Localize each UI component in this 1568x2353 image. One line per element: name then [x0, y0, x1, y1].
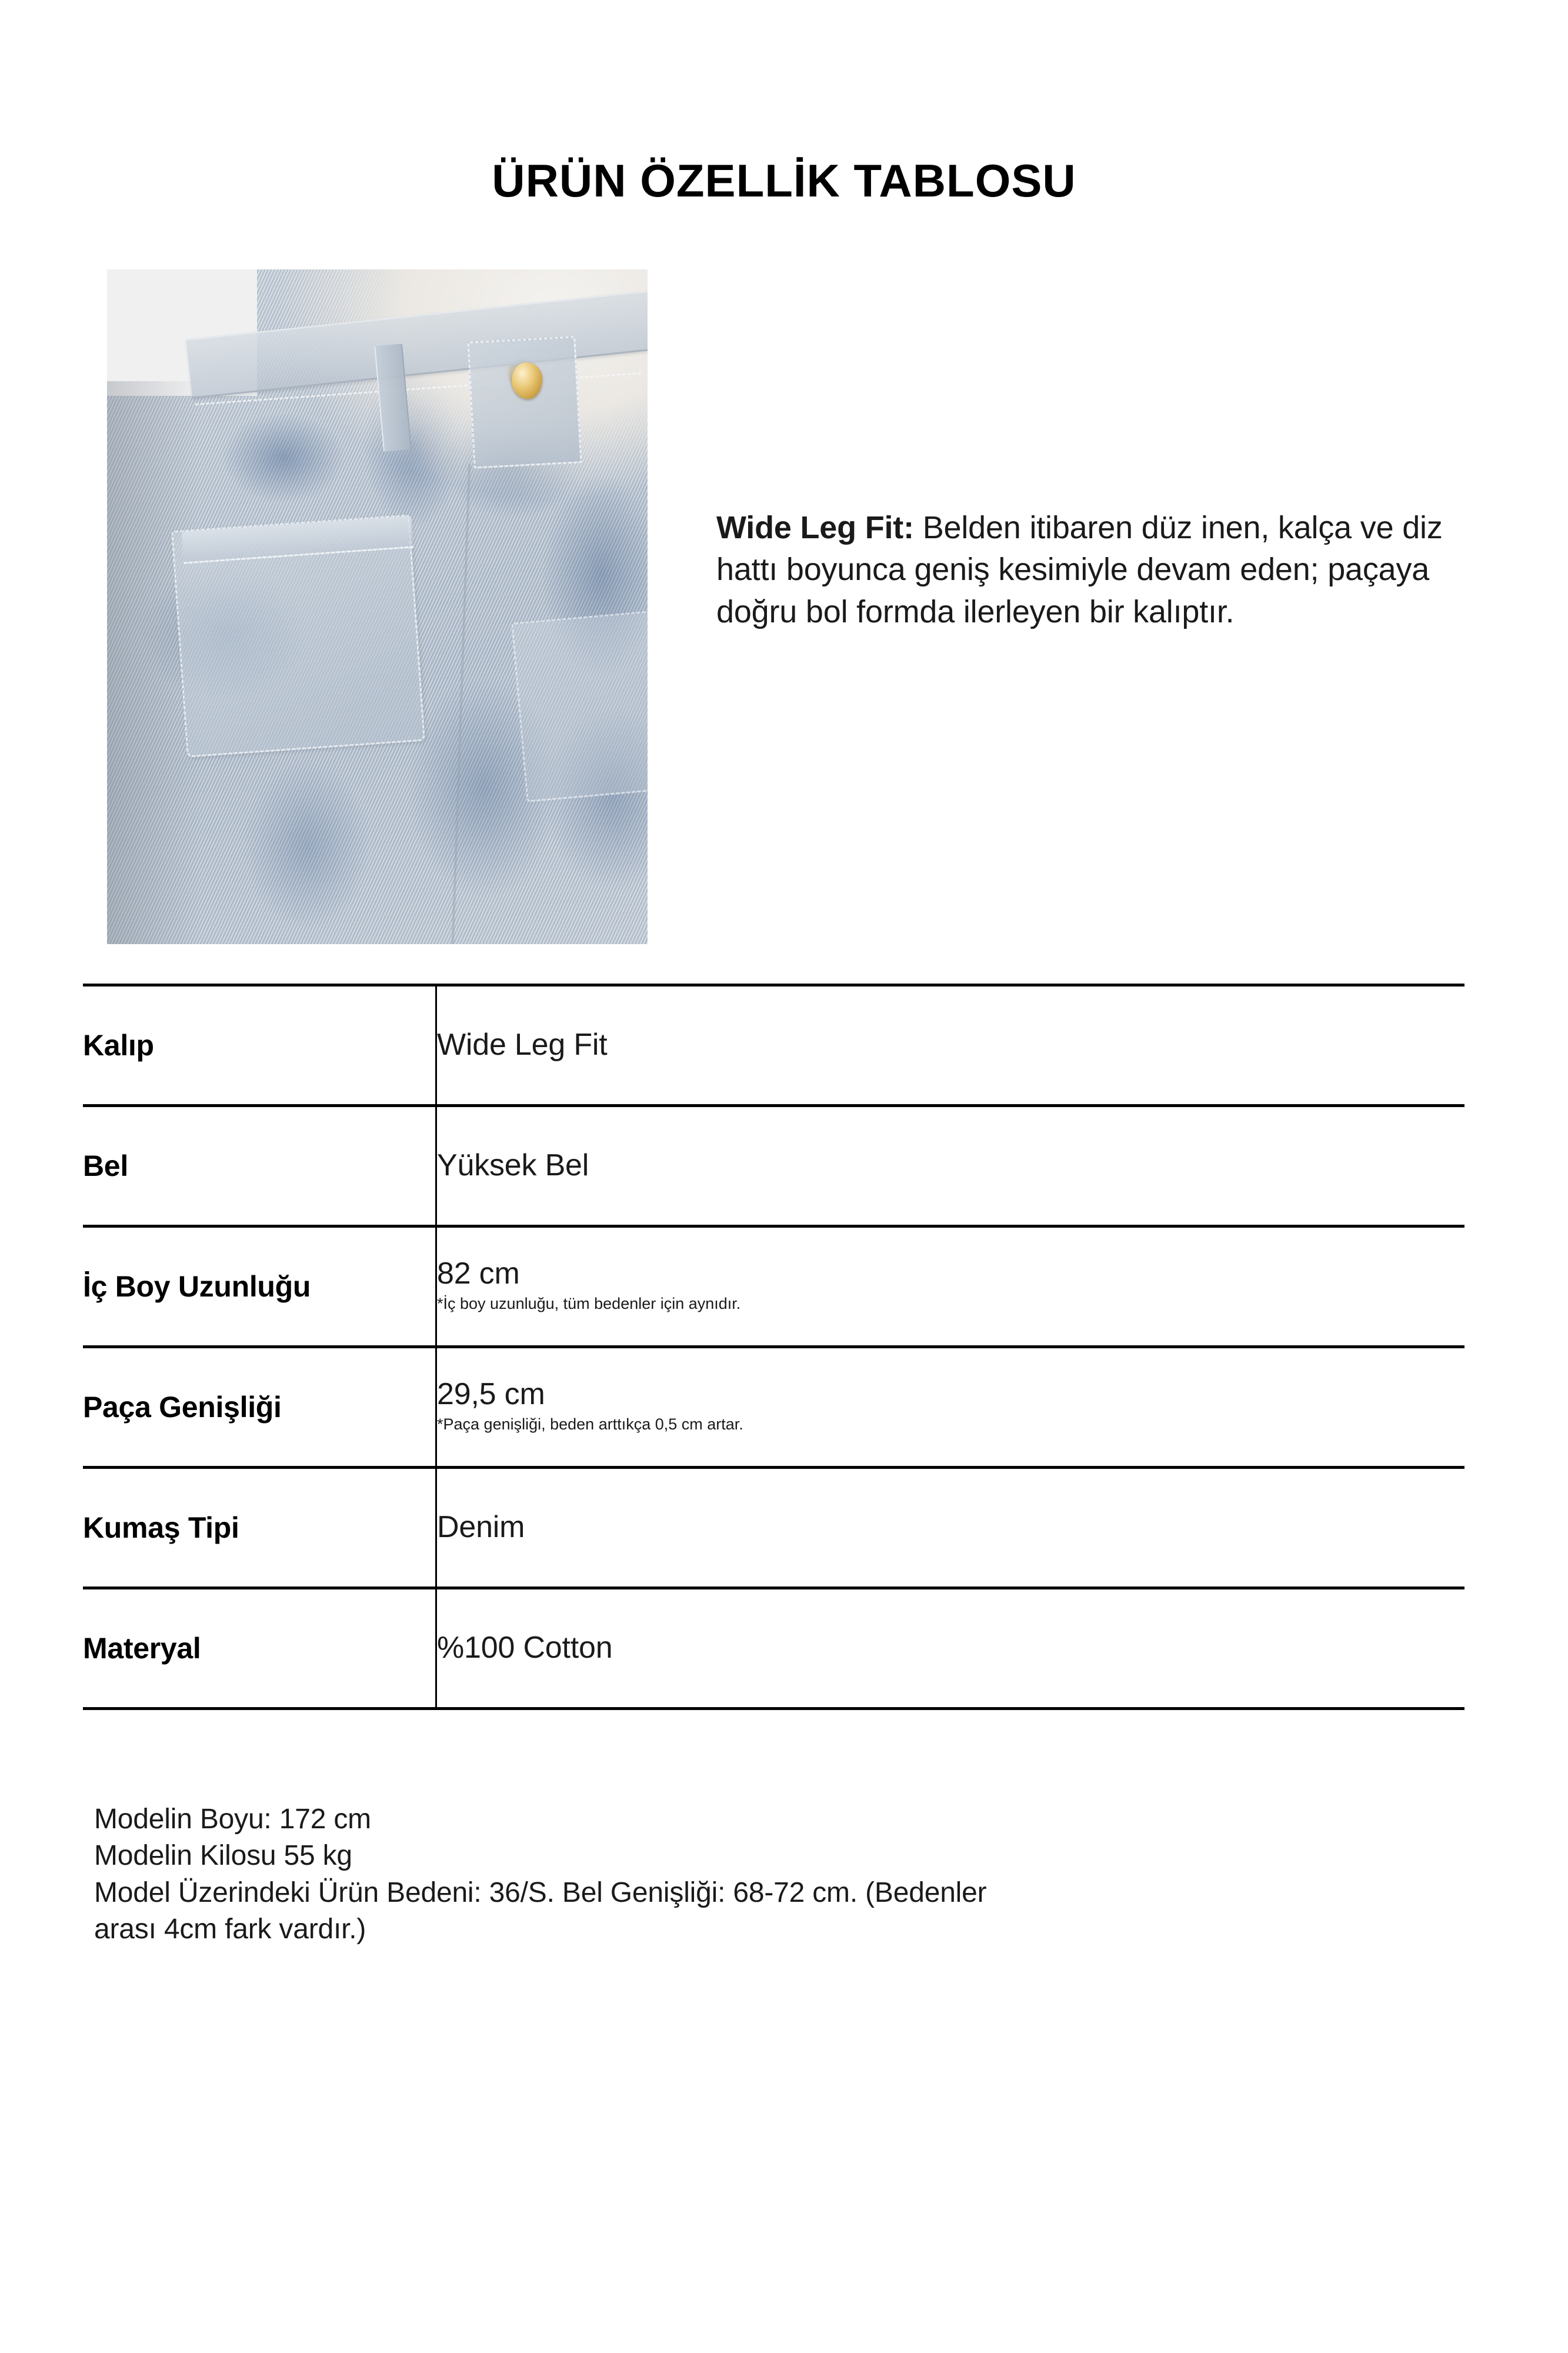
spec-value-text: 82 cm — [437, 1257, 520, 1291]
spec-value-text: %100 Cotton — [437, 1631, 613, 1665]
spec-value-ic-boy-uzunlugu — [436, 1227, 1465, 1347]
spec-value-text: Denim — [437, 1510, 525, 1545]
spec-label-ic-boy-uzunlugu: İç Boy Uzunluğu — [83, 1227, 436, 1347]
model-product-size: Model Üzerindeki Ürün Bedeni: 36/S. Bel Genişliği: 68-72 cm. (Bedenler — [94, 1877, 987, 1908]
spec-value-note: *İç boy uzunluğu, tüm bedenler için aynıdır. — [437, 1295, 741, 1313]
page-title: ÜRÜN ÖZELLİK TABLOSU — [492, 155, 1076, 206]
model-info — [94, 1801, 1423, 1948]
table-row — [83, 1106, 1464, 1227]
spec-table-body — [83, 985, 1464, 1709]
fit-description — [716, 507, 1487, 633]
photo-secondary-pocket — [511, 611, 648, 802]
spec-value-bel — [436, 1106, 1465, 1227]
photo-button-tab — [467, 336, 582, 468]
spec-value-text: 29,5 cm — [437, 1377, 545, 1412]
gold-button-icon — [512, 362, 542, 399]
spec-label-paca-genisligi: Paça Genişliği — [83, 1347, 436, 1468]
spec-label-materyal: Materyal — [83, 1588, 436, 1709]
spec-value-note: *Paça genişliği, beden arttıkça 0,5 cm artar. — [437, 1415, 743, 1434]
spec-value-text: Yüksek Bel — [437, 1148, 589, 1183]
spec-label-bel: Bel — [83, 1106, 436, 1227]
table-row — [83, 1468, 1464, 1588]
spec-label-kumas-tipi: Kumaş Tipi — [83, 1468, 436, 1588]
spec-value-materyal — [436, 1588, 1465, 1709]
spec-label-kalip: Kalıp — [83, 985, 436, 1106]
table-row — [83, 985, 1464, 1106]
model-height: Modelin Boyu: 172 cm — [94, 1804, 371, 1835]
spec-value-kalip — [436, 985, 1465, 1106]
fit-description-body: Belden itibaren düz inen, kalça ve diz hattı boyunca geniş kesimiyle devam eden; paçaya doğru bol formda ilerleyen bir kalıptır. — [716, 510, 1443, 629]
model-size-note: arası 4cm fark vardır.) — [94, 1914, 366, 1945]
spec-value-text: Wide Leg Fit — [437, 1028, 608, 1062]
table-row — [83, 1227, 1464, 1347]
table-row — [83, 1588, 1464, 1709]
product-spec-table — [83, 984, 1464, 1710]
model-weight: Modelin Kilosu 55 kg — [94, 1840, 352, 1872]
product-image — [107, 269, 648, 944]
spec-value-kumas-tipi — [436, 1468, 1465, 1588]
fit-description-lead: Wide Leg Fit: — [716, 510, 914, 545]
spec-value-paca-genisligi — [436, 1347, 1465, 1468]
table-row — [83, 1347, 1464, 1468]
